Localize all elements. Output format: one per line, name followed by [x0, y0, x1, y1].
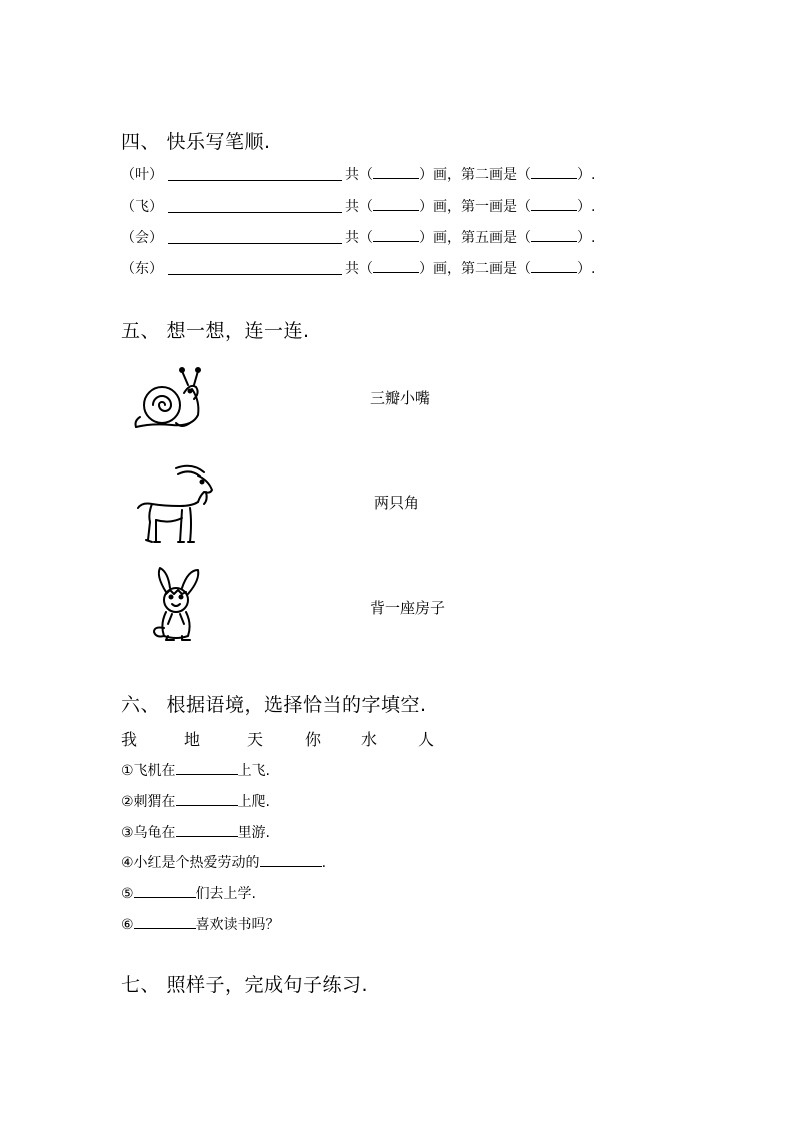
row-char: （东） [121, 261, 163, 277]
fill-blank[interactable] [176, 761, 238, 775]
stroke-row-1-tail: 共（ ）画，第二画是（ ）. [345, 167, 596, 183]
stroke-order-line-1[interactable] [168, 180, 342, 181]
sentence-2: ②刺猬在 上爬. [121, 794, 271, 810]
sentence-1: ①飞机在 上飞. [121, 763, 271, 779]
stroke-row-3 [121, 227, 163, 247]
stroke-count-blank[interactable] [373, 165, 419, 179]
word-option: 我 [121, 730, 138, 749]
word-option: 水 [361, 730, 378, 749]
stroke-blank[interactable] [531, 228, 577, 242]
row-char: （叶） [121, 167, 163, 183]
fill-blank[interactable] [260, 853, 322, 867]
sentence-5: ⑤ 们去上学. [121, 886, 257, 902]
stroke-row-3-tail: 共（ ）画，第五画是（ ）. [345, 230, 596, 246]
sentence-4: ④小红是个热爱劳动的 . [121, 855, 327, 871]
rabbit-picture[interactable] [148, 566, 206, 642]
fill-blank[interactable] [176, 823, 238, 837]
stroke-count-blank[interactable] [373, 228, 419, 242]
stroke-blank[interactable] [531, 165, 577, 179]
fill-blank[interactable] [134, 884, 196, 898]
snail-picture[interactable] [132, 365, 204, 433]
section4-title: 四、 快乐写笔顺. [121, 131, 271, 153]
section5-title: 五、 想一想，连一连. [121, 320, 310, 342]
sentence-3: ③乌龟在 里游. [121, 825, 271, 841]
sentence-6: ⑥ 喜欢读书吗？ [121, 917, 280, 933]
label-1[interactable]: 三瓣小嘴 [370, 389, 431, 407]
word-option: 地 [184, 730, 201, 749]
stroke-blank[interactable] [531, 197, 577, 211]
fill-blank[interactable] [134, 915, 196, 929]
stroke-row-2-tail: 共（ ）画，第一画是（ ）. [345, 199, 596, 215]
row-char: （会） [121, 230, 163, 246]
stroke-order-line-4[interactable] [168, 274, 342, 275]
section6-title: 六、 根据语境，选择恰当的字填空. [121, 694, 427, 716]
goat-picture[interactable] [134, 462, 218, 546]
word-option: 天 [247, 730, 264, 749]
stroke-count-blank[interactable] [373, 197, 419, 211]
label-3[interactable]: 背一座房子 [370, 599, 446, 617]
stroke-row-4 [121, 258, 163, 278]
stroke-order-line-2[interactable] [168, 212, 342, 213]
stroke-row-4-tail: 共（ ）画，第二画是（ ）. [345, 261, 596, 277]
stroke-count-blank[interactable] [373, 259, 419, 273]
row-char: （飞） [121, 199, 163, 215]
stroke-order-line-3[interactable] [168, 243, 342, 244]
section7-title: 七、 照样子，完成句子练习. [121, 974, 369, 996]
stroke-row-2 [121, 196, 163, 216]
stroke-blank[interactable] [531, 259, 577, 273]
stroke-row-1 [121, 164, 163, 184]
word-option: 你 [305, 730, 322, 749]
label-2[interactable]: 两只角 [374, 494, 420, 512]
fill-blank[interactable] [176, 792, 238, 806]
word-option: 人 [418, 730, 435, 749]
